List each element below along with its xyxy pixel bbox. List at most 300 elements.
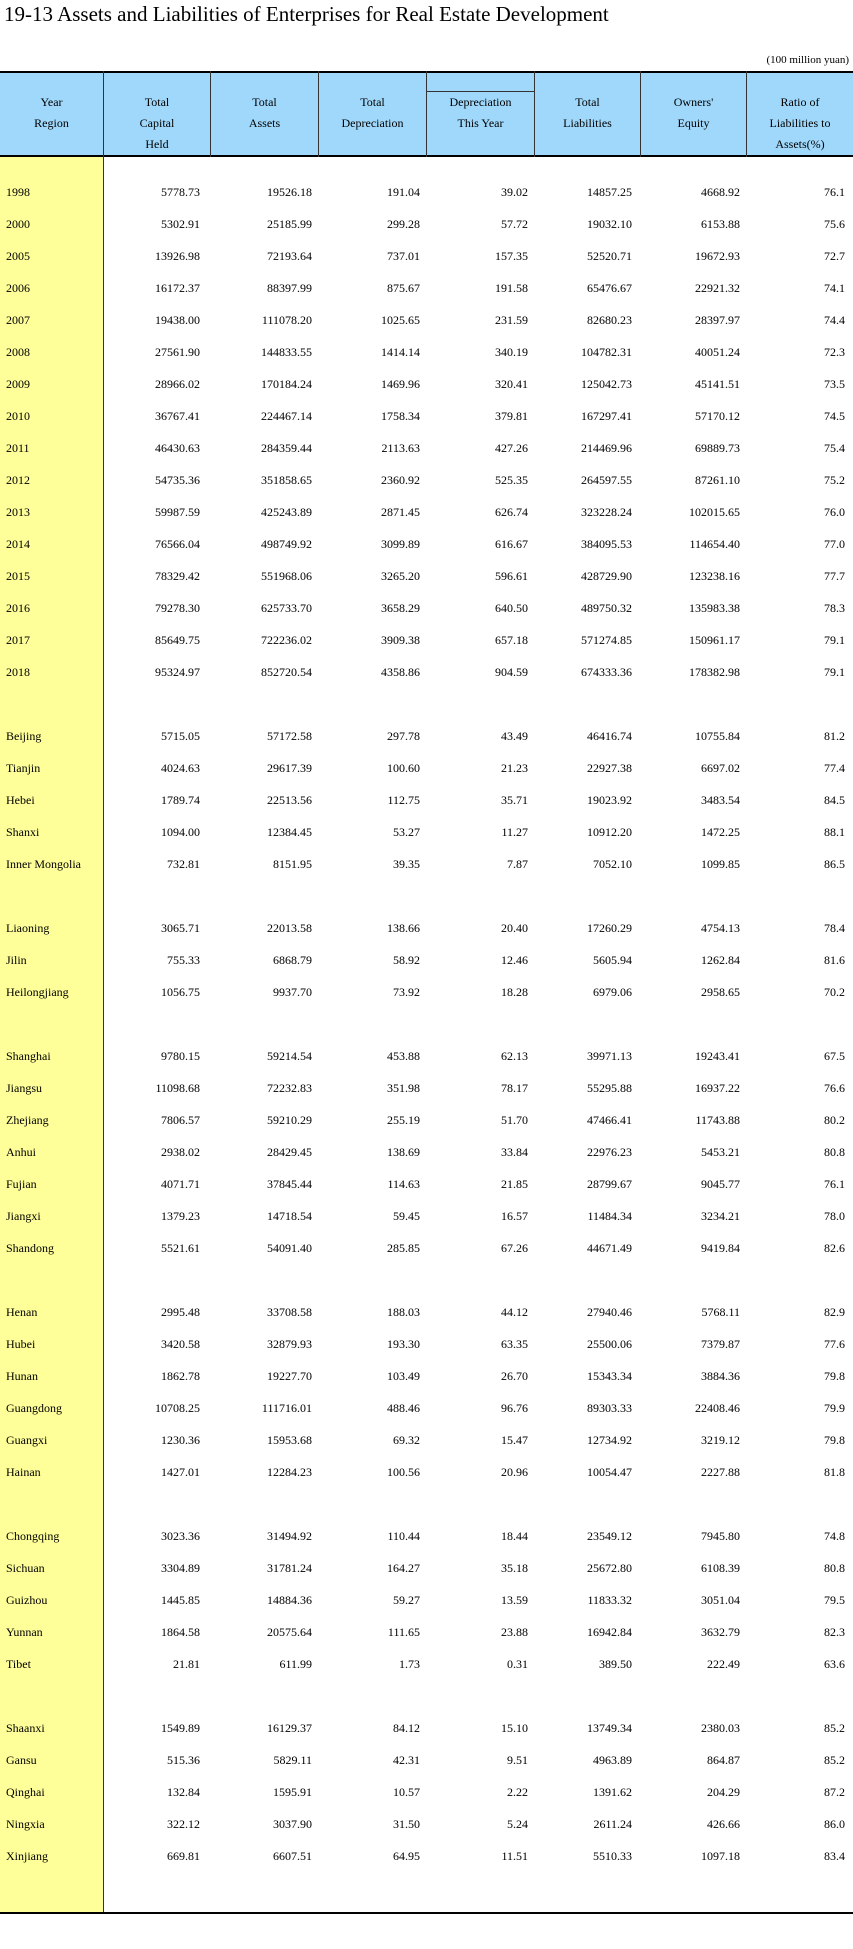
cell-total-assets: 31494.92 [267,1529,312,1543]
cell-depreciation-this-year: 18.28 [501,985,528,999]
header-ratio: Ratio of Liabilities to Assets(%) [769,95,831,151]
cell-total-capital: 79278.30 [155,601,200,615]
cell-total-depreciation: 193.30 [387,1337,420,1351]
cell-region: Beijing [6,729,42,743]
cell-total-capital: 3304.89 [161,1561,200,1575]
cell-total-liabilities: 125042.73 [581,377,632,391]
table-row [0,976,853,1008]
cell-total-depreciation: 1414.14 [381,345,420,359]
cell-total-depreciation: 164.27 [387,1561,420,1575]
cell-total-capital: 4024.63 [161,761,200,775]
cell-region: Shandong [6,1241,54,1255]
cell-region: Hunan [6,1369,38,1383]
table-row [0,1776,853,1808]
cell-owners-equity: 1099.85 [701,857,740,871]
cell-total-capital: 28966.02 [155,377,200,391]
cell-total-liabilities: 10054.47 [587,1465,632,1479]
cell-owners-equity: 4668.92 [701,185,740,199]
table-row [0,720,853,752]
table-row [0,656,853,688]
cell-ratio: 72.3 [824,345,845,359]
cell-depreciation-this-year: 63.35 [501,1337,528,1351]
table-row [0,752,853,784]
table-row [0,944,853,976]
cell-total-liabilities: 10912.20 [587,825,632,839]
cell-ratio: 79.5 [824,1593,845,1607]
cell-owners-equity: 3632.79 [701,1625,740,1639]
cell-depreciation-this-year: 51.70 [501,1113,528,1127]
table-row [0,912,853,944]
table-row [0,1648,853,1680]
cell-total-depreciation: 1758.34 [381,409,420,423]
cell-total-assets: 37845.44 [267,1177,312,1191]
cell-total-capital: 95324.97 [155,665,200,679]
cell-total-liabilities: 27940.46 [587,1305,632,1319]
cell-depreciation-this-year: 9.51 [507,1753,528,1767]
cell-total-assets: 425243.89 [261,505,312,519]
cell-total-depreciation: 100.60 [387,761,420,775]
table-row [0,304,853,336]
cell-total-liabilities: 428729.90 [581,569,632,583]
cell-ratio: 77.0 [824,537,845,551]
cell-total-depreciation: 2360.92 [381,473,420,487]
cell-total-assets: 498749.92 [261,537,312,551]
cell-total-assets: 1595.91 [273,1785,312,1799]
cell-total-capital: 5302.91 [161,217,200,231]
cell-region: 2009 [6,377,30,391]
cell-total-liabilities: 39971.13 [587,1049,632,1063]
cell-depreciation-this-year: 657.18 [495,633,528,647]
cell-depreciation-this-year: 39.02 [501,185,528,199]
cell-region: Chongqing [6,1529,60,1543]
cell-total-liabilities: 28799.67 [587,1177,632,1191]
cell-ratio: 75.4 [824,441,845,455]
cell-region: Qinghai [6,1785,45,1799]
cell-total-depreciation: 188.03 [387,1305,420,1319]
header-total-assets: Total Assets [248,95,281,130]
cell-owners-equity: 3219.12 [701,1433,740,1447]
cell-total-liabilities: 25500.06 [587,1337,632,1351]
cell-total-depreciation: 2113.63 [381,441,420,455]
cell-total-assets: 25185.99 [267,217,312,231]
cell-total-assets: 351858.65 [261,473,312,487]
cell-owners-equity: 22408.46 [695,1401,740,1415]
cell-ratio: 77.6 [824,1337,845,1351]
cell-total-depreciation: 255.19 [387,1113,420,1127]
cell-owners-equity: 2958.65 [701,985,740,999]
cell-total-assets: 12284.23 [267,1465,312,1479]
cell-total-capital: 669.81 [167,1849,200,1863]
cell-ratio: 82.6 [824,1241,845,1255]
table-row [0,1840,853,1872]
cell-depreciation-this-year: 15.10 [501,1721,528,1735]
table-row [0,240,853,272]
cell-depreciation-this-year: 12.46 [501,953,528,967]
cell-region: Hainan [6,1465,41,1479]
cell-depreciation-this-year: 2.22 [507,1785,528,1799]
cell-total-liabilities: 264597.55 [581,473,632,487]
table-row [0,208,853,240]
cell-depreciation-this-year: 23.88 [501,1625,528,1639]
cell-region: 2005 [6,249,30,263]
cell-owners-equity: 5768.11 [701,1305,740,1319]
cell-total-capital: 85649.75 [155,633,200,647]
cell-total-capital: 5715.05 [161,729,200,743]
cell-total-liabilities: 104782.31 [581,345,632,359]
cell-total-assets: 33708.58 [267,1305,312,1319]
cell-depreciation-this-year: 7.87 [507,857,528,871]
cell-total-liabilities: 11484.34 [587,1209,632,1223]
cell-total-capital: 1445.85 [161,1593,200,1607]
cell-region: Jilin [6,953,27,967]
cell-owners-equity: 7945.80 [701,1529,740,1543]
cell-depreciation-this-year: 379.81 [495,409,528,423]
cell-ratio: 83.4 [824,1849,845,1863]
cell-total-capital: 1379.23 [161,1209,200,1223]
table-row [0,1712,853,1744]
cell-total-liabilities: 82680.23 [587,313,632,327]
cell-total-liabilities: 384095.53 [581,537,632,551]
cell-owners-equity: 16937.22 [695,1081,740,1095]
cell-total-liabilities: 489750.32 [581,601,632,615]
table-row [0,1424,853,1456]
cell-total-liabilities: 323228.24 [581,505,632,519]
cell-total-depreciation: 488.46 [387,1401,420,1415]
cell-depreciation-this-year: 231.59 [495,313,528,327]
cell-owners-equity: 135983.38 [689,601,740,615]
cell-ratio: 75.2 [824,473,845,487]
cell-total-liabilities: 12734.92 [587,1433,632,1447]
cell-depreciation-this-year: 44.12 [501,1305,528,1319]
cell-depreciation-this-year: 157.35 [495,249,528,263]
cell-total-liabilities: 5605.94 [593,953,632,967]
cell-ratio: 81.8 [824,1465,845,1479]
cell-total-depreciation: 39.35 [393,857,420,871]
cell-owners-equity: 87261.10 [695,473,740,487]
cell-total-liabilities: 6979.06 [593,985,632,999]
cell-region: Henan [6,1305,38,1319]
cell-owners-equity: 7379.87 [701,1337,740,1351]
cell-region: 1998 [6,185,30,199]
table-row [0,496,853,528]
cell-depreciation-this-year: 26.70 [501,1369,528,1383]
cell-total-depreciation: 31.50 [393,1817,420,1831]
cell-total-assets: 9937.70 [273,985,312,999]
cell-total-depreciation: 103.49 [387,1369,420,1383]
cell-total-assets: 6607.51 [273,1849,312,1863]
cell-owners-equity: 69889.73 [695,441,740,455]
cell-total-depreciation: 73.92 [393,985,420,999]
cell-total-assets: 5829.11 [273,1753,312,1767]
cell-region: 2015 [6,569,30,583]
cell-ratio: 80.8 [824,1145,845,1159]
cell-owners-equity: 204.29 [707,1785,740,1799]
header-total-depreciation: Total Depreciation [341,95,404,130]
cell-region: Hebei [6,793,35,807]
cell-total-liabilities: 23549.12 [587,1529,632,1543]
cell-total-liabilities: 44671.49 [587,1241,632,1255]
cell-total-capital: 5521.61 [161,1241,200,1255]
cell-total-depreciation: 3658.29 [381,601,420,615]
table-row [0,1360,853,1392]
table-row [0,592,853,624]
cell-total-capital: 16172.37 [155,281,200,295]
cell-ratio: 85.2 [824,1753,845,1767]
cell-ratio: 77.4 [824,761,845,775]
cell-ratio: 70.2 [824,985,845,999]
cell-total-capital: 21.81 [173,1657,200,1671]
cell-total-liabilities: 16942.84 [587,1625,632,1639]
cell-total-depreciation: 111.65 [387,1625,420,1639]
cell-owners-equity: 6108.39 [701,1561,740,1575]
cell-ratio: 78.0 [824,1209,845,1223]
cell-total-depreciation: 138.69 [387,1145,420,1159]
cell-depreciation-this-year: 21.23 [501,761,528,775]
cell-total-assets: 16129.37 [267,1721,312,1735]
cell-ratio: 79.8 [824,1369,845,1383]
table-row [0,1552,853,1584]
table-row [0,1328,853,1360]
cell-total-capital: 732.81 [167,857,200,871]
cell-total-depreciation: 110.44 [387,1529,420,1543]
cell-owners-equity: 4754.13 [701,921,740,935]
cell-total-assets: 12384.45 [267,825,312,839]
table-row [0,1168,853,1200]
cell-ratio: 79.8 [824,1433,845,1447]
cell-ratio: 78.3 [824,601,845,615]
cell-total-depreciation: 3265.20 [381,569,420,583]
cell-total-depreciation: 138.66 [387,921,420,935]
cell-owners-equity: 3483.54 [701,793,740,807]
cell-total-assets: 19227.70 [267,1369,312,1383]
cell-depreciation-this-year: 20.40 [501,921,528,935]
cell-region: Jiangsu [6,1081,42,1095]
table-row [0,1584,853,1616]
cell-ratio: 76.1 [824,1177,845,1191]
cell-region: 2008 [6,345,30,359]
table-row [0,528,853,560]
cell-ratio: 80.8 [824,1561,845,1575]
cell-depreciation-this-year: 96.76 [501,1401,528,1415]
cell-depreciation-this-year: 78.17 [501,1081,528,1095]
cell-total-assets: 20575.64 [267,1625,312,1639]
cell-region: Gansu [6,1753,37,1767]
cell-region: 2018 [6,665,30,679]
cell-total-liabilities: 52520.71 [587,249,632,263]
cell-ratio: 76.1 [824,185,845,199]
cell-region: Shaanxi [6,1721,45,1735]
cell-total-assets: 551968.06 [261,569,312,583]
data-table [0,71,853,1914]
cell-region: Anhui [6,1145,36,1159]
cell-region: 2011 [6,441,30,455]
cell-total-capital: 78329.42 [155,569,200,583]
cell-total-capital: 59987.59 [155,505,200,519]
cell-depreciation-this-year: 191.58 [495,281,528,295]
cell-total-capital: 1864.58 [161,1625,200,1639]
cell-depreciation-this-year: 15.47 [501,1433,528,1447]
cell-total-depreciation: 2871.45 [381,505,420,519]
cell-total-assets: 111078.20 [261,313,312,327]
cell-total-assets: 88397.99 [267,281,312,295]
header-total-capital: Total Capital Held [139,95,175,151]
cell-ratio: 73.5 [824,377,845,391]
cell-total-depreciation: 875.67 [387,281,420,295]
cell-total-depreciation: 53.27 [393,825,420,839]
cell-depreciation-this-year: 320.41 [495,377,528,391]
cell-total-assets: 32879.93 [267,1337,312,1351]
cell-ratio: 79.1 [824,633,845,647]
cell-owners-equity: 9419.84 [701,1241,740,1255]
cell-region: 2000 [6,217,30,231]
cell-total-capital: 132.84 [167,1785,200,1799]
cell-owners-equity: 123238.16 [689,569,740,583]
cell-owners-equity: 5453.21 [701,1145,740,1159]
cell-region: Guangdong [6,1401,62,1415]
cell-region: Heilongjiang [6,985,69,999]
cell-total-assets: 3037.90 [273,1817,312,1831]
cell-ratio: 76.0 [824,505,845,519]
cell-owners-equity: 10755.84 [695,729,740,743]
table-row [0,1136,853,1168]
cell-depreciation-this-year: 16.57 [501,1209,528,1223]
cell-total-assets: 19526.18 [267,185,312,199]
table-row [0,400,853,432]
cell-total-liabilities: 11833.32 [587,1593,632,1607]
cell-owners-equity: 57170.12 [695,409,740,423]
cell-total-assets: 22513.56 [267,793,312,807]
table-row [0,1616,853,1648]
cell-ratio: 87.2 [824,1785,845,1799]
header-depreciation-this-year: Depreciation This Year [449,95,512,130]
cell-owners-equity: 40051.24 [695,345,740,359]
cell-total-assets: 59210.29 [267,1113,312,1127]
cell-total-liabilities: 4963.89 [593,1753,632,1767]
cell-total-depreciation: 453.88 [387,1049,420,1063]
cell-total-depreciation: 114.63 [387,1177,420,1191]
table-bottom-border [0,1912,853,1914]
cell-ratio: 77.7 [824,569,845,583]
cell-depreciation-this-year: 11.27 [501,825,528,839]
cell-depreciation-this-year: 57.72 [501,217,528,231]
cell-region: Xinjiang [6,1849,48,1863]
cell-total-capital: 27561.90 [155,345,200,359]
cell-total-capital: 5778.73 [161,185,200,199]
cell-total-capital: 2938.02 [161,1145,200,1159]
cell-total-assets: 59214.54 [267,1049,312,1063]
cell-ratio: 74.5 [824,409,845,423]
table-row [0,272,853,304]
cell-total-assets: 284359.44 [261,441,312,455]
table-row [0,1232,853,1264]
table-row [0,1104,853,1136]
cell-total-capital: 1094.00 [161,825,200,839]
cell-total-liabilities: 55295.88 [587,1081,632,1095]
cell-ratio: 80.2 [824,1113,845,1127]
table-row [0,432,853,464]
cell-depreciation-this-year: 35.71 [501,793,528,807]
table-row [0,848,853,880]
cell-depreciation-this-year: 11.51 [501,1849,528,1863]
cell-total-liabilities: 22927.38 [587,761,632,775]
cell-ratio: 82.3 [824,1625,845,1639]
table-row [0,1072,853,1104]
cell-owners-equity: 1472.25 [701,825,740,839]
cell-depreciation-this-year: 525.35 [495,473,528,487]
cell-total-depreciation: 1.73 [399,1657,420,1671]
cell-total-depreciation: 299.28 [387,217,420,231]
cell-total-capital: 515.36 [167,1753,200,1767]
cell-ratio: 81.6 [824,953,845,967]
table-row [0,464,853,496]
cell-depreciation-this-year: 21.85 [501,1177,528,1191]
cell-total-assets: 31781.24 [267,1561,312,1575]
table-row [0,784,853,816]
cell-total-liabilities: 389.50 [599,1657,632,1671]
cell-region: Fujian [6,1177,37,1191]
cell-total-capital: 54735.36 [155,473,200,487]
cell-ratio: 79.9 [824,1401,845,1415]
cell-total-depreciation: 3909.38 [381,633,420,647]
cell-total-assets: 852720.54 [261,665,312,679]
cell-ratio: 86.5 [824,857,845,871]
table-row [0,816,853,848]
cell-owners-equity: 178382.98 [689,665,740,679]
cell-ratio: 75.6 [824,217,845,231]
cell-total-assets: 15953.68 [267,1433,312,1447]
cell-total-depreciation: 297.78 [387,729,420,743]
cell-depreciation-this-year: 340.19 [495,345,528,359]
cell-total-assets: 611.99 [279,1657,312,1671]
table-row [0,1744,853,1776]
cell-ratio: 88.1 [824,825,845,839]
cell-total-liabilities: 214469.96 [581,441,632,455]
cell-owners-equity: 6153.88 [701,217,740,231]
cell-owners-equity: 22921.32 [695,281,740,295]
table-row [0,1808,853,1840]
cell-depreciation-this-year: 33.84 [501,1145,528,1159]
cell-total-assets: 8151.95 [273,857,312,871]
cell-ratio: 63.6 [824,1657,845,1671]
cell-region: Shanxi [6,825,40,839]
cell-owners-equity: 19672.93 [695,249,740,263]
cell-owners-equity: 222.49 [707,1657,740,1671]
cell-total-liabilities: 14857.25 [587,185,632,199]
cell-total-liabilities: 19023.92 [587,793,632,807]
cell-ratio: 84.5 [824,793,845,807]
table-row [0,1392,853,1424]
cell-owners-equity: 11743.88 [695,1113,740,1127]
cell-total-capital: 1056.75 [161,985,200,999]
cell-region: Guangxi [6,1433,48,1447]
cell-total-liabilities: 5510.33 [593,1849,632,1863]
cell-total-depreciation: 285.85 [387,1241,420,1255]
cell-owners-equity: 6697.02 [701,761,740,775]
cell-total-depreciation: 737.01 [387,249,420,263]
cell-total-liabilities: 65476.67 [587,281,632,295]
cell-depreciation-this-year: 62.13 [501,1049,528,1063]
cell-total-assets: 14884.36 [267,1593,312,1607]
table-row [0,1296,853,1328]
cell-depreciation-this-year: 43.49 [501,729,528,743]
cell-region: Liaoning [6,921,50,935]
cell-region: Jiangxi [6,1209,41,1223]
cell-ratio: 74.4 [824,313,845,327]
cell-region: Sichuan [6,1561,45,1575]
cell-depreciation-this-year: 0.31 [507,1657,528,1671]
cell-total-assets: 722236.02 [261,633,312,647]
cell-region: Ningxia [6,1817,45,1831]
